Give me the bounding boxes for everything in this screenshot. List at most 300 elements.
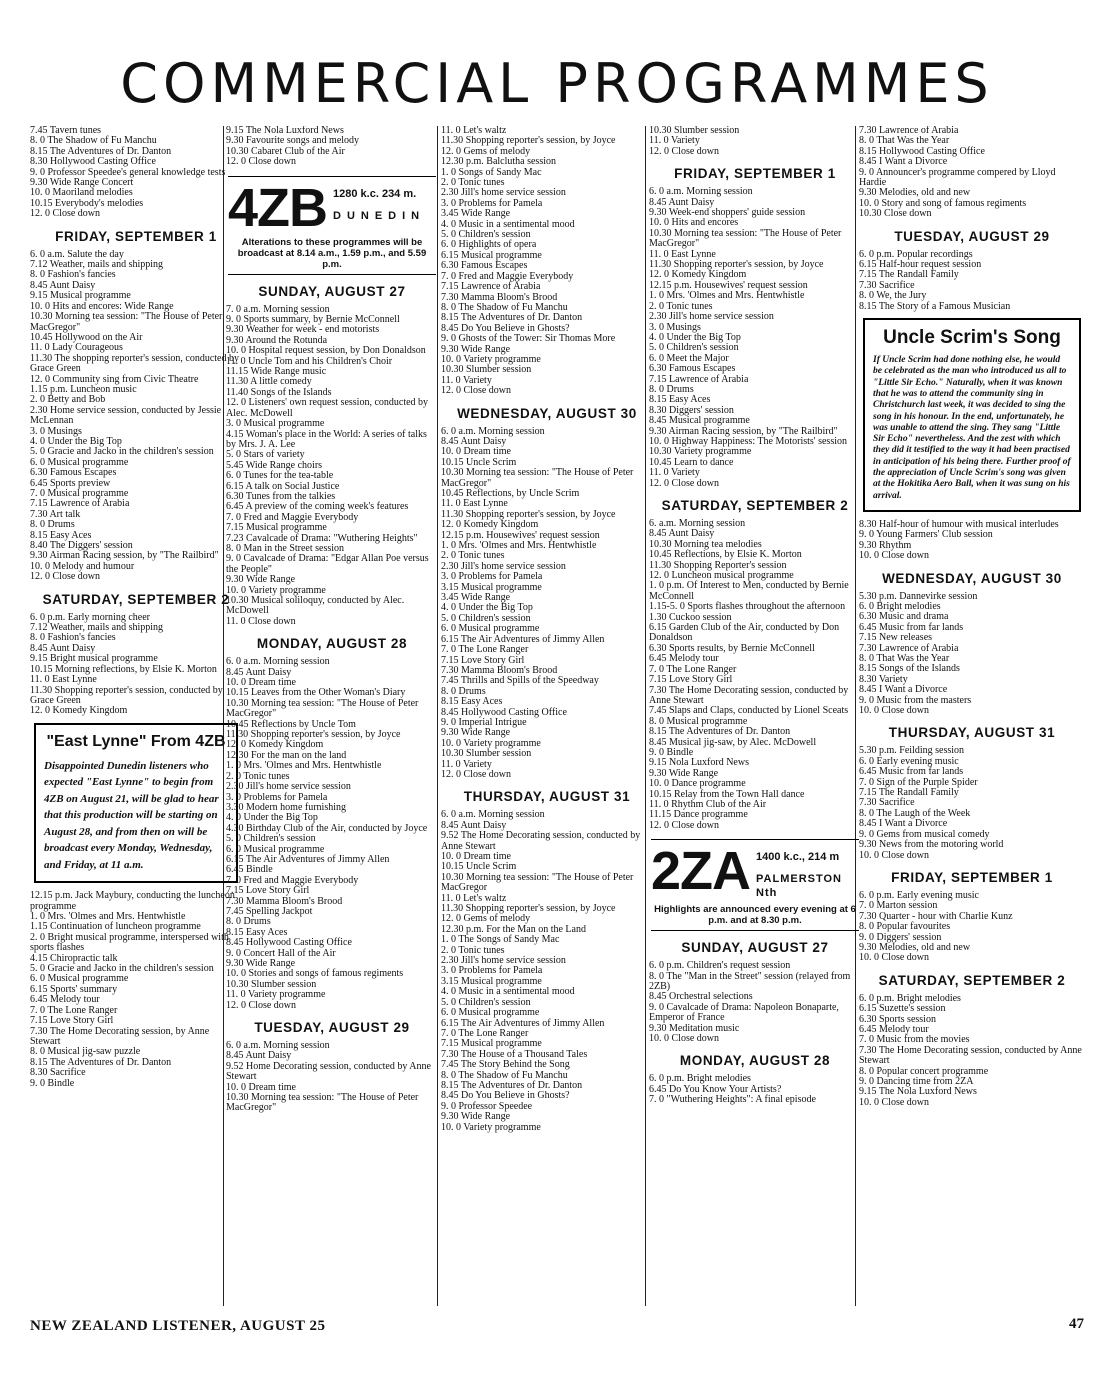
programme-listing: 10.30 Slumber session xyxy=(441,748,532,760)
programme-listing: 11. 0 Lady Courageous xyxy=(30,342,123,354)
programme-listing: 10. 0 Dance programme xyxy=(649,778,746,790)
programme-listing: 7.30 Art talk xyxy=(30,508,81,520)
programme-listing: 11.30 The shopping reporter's session, conducted by Grace Green xyxy=(30,352,239,375)
programme-listing: 7. 0 The Lone Ranger xyxy=(441,644,529,656)
programme-listing: 10.30 Morning tea session: "The House of Peter MacGregor" xyxy=(441,467,634,489)
column-2 xyxy=(226,126,438,1308)
programme-listing: 6.30 Music and drama xyxy=(859,611,949,623)
programme-listing: 12. 0 Close down xyxy=(30,571,100,583)
programme-listing: 8.45 Musical jig-saw, by Alec. McDowell xyxy=(649,736,817,748)
programme-listing: 10. 0 Close down xyxy=(859,849,929,861)
programme-listing: 7.30 Lawrence of Arabia xyxy=(859,642,959,654)
programme-listing: 9. 0 Professor Speedee xyxy=(441,1100,533,1112)
programme-listing: 5. 0 Gracie and Jacko in the children's session xyxy=(30,963,214,975)
programme-listing: 6. 0 Musical programme xyxy=(30,456,129,468)
programme-listing: 9. 0 Dancing time from 2ZA xyxy=(859,1076,974,1088)
programme-listing: 12. 0 Close down xyxy=(441,385,511,397)
programme-listing: 10.30 Variety programme xyxy=(649,446,752,458)
programme-listing: 10.15 Leaves from the Other Woman's Diary xyxy=(226,687,406,699)
programme-listing: 7. 0 The Lone Ranger xyxy=(441,1027,529,1039)
day-heading: TUESDAY, AUGUST 29 xyxy=(894,228,1050,244)
programme-listing: 1.15-5. 0 Sports flashes throughout the afternoon xyxy=(649,601,846,613)
programme-listing: 3. 0 Musings xyxy=(649,321,701,333)
column-4 xyxy=(649,126,861,1308)
programme-listing: 6.45 Melody tour xyxy=(30,994,100,1006)
programme-listing: 11.15 Wide Range music xyxy=(226,366,327,378)
programme-listing: 8.45 Hollywood Casting Office xyxy=(441,706,567,718)
programme-listing: 11.30 Shopping reporter's session, conducted by Grace Green xyxy=(30,684,223,706)
programme-listing: 10. 0 Close down xyxy=(859,952,929,964)
programme-listing: 8.15 Easy Aces xyxy=(649,394,711,406)
programme-listing: 7.45 Thrills and Spills of the Speedway xyxy=(441,675,599,687)
programme-listing: 6.45 Do You Know Your Artists? xyxy=(649,1083,782,1095)
programme-listing: 10.30 Morning tea session: "The House of Peter MacGregor" xyxy=(30,311,223,333)
listing-block xyxy=(859,126,1085,220)
programme-listing: 7.15 The Randall Family xyxy=(859,269,959,281)
station-note: Alterations to these programmes will be broadcast at 8.14 a.m., 1.59 p.m., and 5.59 p.m. xyxy=(237,236,427,270)
programme-listing: 9.15 The Nola Luxford News xyxy=(226,126,344,136)
programme-listing: 6.45 A preview of the coming week's features xyxy=(226,501,409,513)
programme-listing: 2. 0 Bright musical programme, interspersed with sports flashes xyxy=(30,931,229,954)
programme-listing: 9.30 Wide Range xyxy=(649,767,719,779)
listing-block xyxy=(859,592,1085,717)
programme-listing: 6.45 Bindle xyxy=(226,864,273,876)
programme-listing: 5. 0 Stars of variety xyxy=(226,449,305,461)
programme-listing: 10.30 Slumber session xyxy=(226,978,317,990)
programme-listing: 9.30 News from the motoring world xyxy=(859,839,1004,851)
programme-listing: 8. 0 The Shadow of Fu Manchu xyxy=(441,301,568,313)
programme-listing: 10. 0 Stories and songs of famous regiments xyxy=(226,968,404,980)
programme-listing: 7.45 Tavern tunes xyxy=(30,126,102,136)
programme-listing: 12. 0 Komedy Kingdom xyxy=(441,519,539,531)
listing-block xyxy=(226,1041,438,1114)
programme-listing: 6. 0 p.m. Children's request session xyxy=(649,960,791,972)
programme-listing: 9. 0 Concert Hall of the Air xyxy=(226,947,336,959)
programme-listing: 10.30 Slumber session xyxy=(441,364,532,376)
programme-listing: 1. 0 Mrs. 'Olmes and Mrs. Hentwhistle xyxy=(226,760,382,772)
programme-listing: 10. 0 Dream time xyxy=(441,446,511,458)
programme-listing: 6.45 Melody tour xyxy=(649,653,719,665)
programme-listing: 8.45 Aunt Daisy xyxy=(226,666,292,678)
programme-listing: 11. 0 Close down xyxy=(226,615,296,627)
programme-listing: 12.30 p.m. Balclutha session xyxy=(441,156,556,168)
programme-listing: 1. 0 Mrs. 'Olmes and Mrs. Hentwhistle xyxy=(649,290,805,302)
day-heading: SUNDAY, AUGUST 27 xyxy=(681,940,829,956)
programme-listing: 11. 0 Rhythm Club of the Air xyxy=(649,798,767,810)
programme-listing: 7. 0 Musical programme xyxy=(30,488,129,499)
programme-listing: 7.15 Lawrence of Arabia xyxy=(30,498,130,510)
programme-listing: 6. 0 a.m. Morning session xyxy=(226,656,330,668)
programme-listing: 10.30 Morning tea melodies xyxy=(649,538,762,550)
station-banner-4zb xyxy=(228,176,436,275)
programme-listing: 10. 0 Maoriland melodies xyxy=(30,187,133,199)
programme-listing: 6. 0 p.m. Early morning cheer xyxy=(30,611,150,623)
programme-listing: 10. 0 Variety programme xyxy=(441,737,541,749)
programme-listing: 9.30 Week-end shoppers' guide session xyxy=(649,207,806,219)
programme-listing: 6.15 Suzette's session xyxy=(859,1003,946,1015)
column-1 xyxy=(30,126,242,1308)
programme-listing: 10.15 Uncle Scrim xyxy=(441,861,517,873)
programme-listing: 9. 0 Announcer's programme compered by Lloyd Hardie xyxy=(859,166,1056,189)
programme-listing: 11.30 Shopping reporter's session, by Joyce xyxy=(649,259,824,271)
programme-listing: 10. 0 Highway Happiness: The Motorists' session xyxy=(649,435,847,447)
programme-listing: 7.45 Slaps and Claps, conducted by Lionel Sceats xyxy=(649,705,849,717)
programme-listing: 5.30 p.m. Dannevirke session xyxy=(859,590,978,602)
programme-listing: 6. 0 Musical programme xyxy=(441,623,540,635)
programme-listing: 3.45 Wide Range xyxy=(441,592,511,604)
column-5 xyxy=(859,126,1085,1308)
programme-listing: 11.30 Shopping reporter's session, by Joyce xyxy=(441,135,616,147)
programme-listing: 8. 0 Fashion's fancies xyxy=(30,632,116,644)
programme-listing: 11. 0 East Lynne xyxy=(30,674,97,686)
programme-listing: 10.30 Morning tea session: "The House of Peter MacGregor" xyxy=(226,1092,419,1114)
page-number: 47 xyxy=(1069,1316,1084,1332)
programme-listing: 10.30 Morning tea session: "The House of Peter MacGregor" xyxy=(226,697,419,720)
programme-listing: 9. 0 Ghosts of the Tower: Sir Thomas More xyxy=(441,333,616,345)
station-banner-2za xyxy=(651,839,859,931)
listing-block xyxy=(30,250,242,583)
programme-listing: 9. 0 Sports summary, by Bernie McConnell xyxy=(226,314,400,326)
programme-listing: 10.30 Slumber session xyxy=(649,126,740,136)
programme-listing: 2.30 Jill's home service session xyxy=(441,187,566,199)
programme-listing: 10.45 Reflections, by Uncle Scrim xyxy=(441,488,580,499)
publication-footer: NEW ZEALAND LISTENER, AUGUST 25 xyxy=(30,1318,326,1334)
day-heading: WEDNESDAY, AUGUST 30 xyxy=(882,570,1062,586)
programme-listing: 4. 0 Music in a sentimental mood xyxy=(441,218,575,230)
programme-listing: 8.45 Aunt Daisy xyxy=(30,642,96,654)
notice-body: If Uncle Scrim had done nothing else, he would be celebrated as the man who introduced us all to "Little Sir Echo." Naturally, when it was known that he was to attend the community sing in Christchurch last week, it was decided to sing the song in his honour. In the end, unfortunately, he was unable to attend the sing. They sang "Little Sir Echo" nevertheless. And the zest with which they did it testified to the way it had been practised in anticipation of his being there. Further proof of the appreciation of Uncle Scrim's song was given at the Hokitika Aero Ball, when it was sung on his arrival. xyxy=(873,355,1071,501)
programme-listing: 7. 0 Fred and Maggie Everybody xyxy=(226,874,359,886)
programme-listing: 9.15 The Nola Luxford News xyxy=(859,1086,977,1098)
programme-listing: 2. 0 Tonic tunes xyxy=(649,300,713,312)
programme-listing: 12. 0 Close down xyxy=(649,819,719,831)
programme-listing: 7.30 Quarter - hour with Charlie Kunz xyxy=(859,910,1013,922)
programme-listing: 4. 0 Under the Big Top xyxy=(30,435,122,447)
column-3 xyxy=(441,126,653,1308)
programme-listing: 7. 0 The Lone Ranger xyxy=(649,663,737,675)
programme-listing: 5. 0 Children's session xyxy=(441,996,531,1008)
programme-listing: 8.40 The Diggers' session xyxy=(30,540,133,552)
programme-listing: 10. 0 Dream time xyxy=(226,1081,296,1093)
programme-listing: 7. 0 Fred and Maggie Everybody xyxy=(226,511,359,523)
programme-listing: 6.45 Sports preview xyxy=(30,477,111,489)
programme-listing: 10. 0 Hospital request session, by Don Donaldson xyxy=(226,345,426,357)
programme-listing: 8. 0 Man in the Street session xyxy=(226,542,345,554)
programme-listing: 4. 0 Under the Big Top xyxy=(441,602,533,614)
programme-listing: 10.15 Morning reflections, by Elsie K. Morton xyxy=(30,663,217,675)
programme-listing: 8.45 Orchestral selections xyxy=(649,991,753,1003)
day-heading: FRIDAY, SEPTEMBER 1 xyxy=(55,228,217,244)
programme-listing: 8.45 Do You Believe in Ghosts? xyxy=(441,322,570,334)
listing-block xyxy=(649,1074,861,1105)
programme-listing: 1. 0 Mrs. 'Olmes and Mrs. Hentwhistle xyxy=(30,911,186,923)
programme-listing: 11.30 Shopping reporter's session, by Joyce xyxy=(226,729,401,741)
programme-listing: 6. 0 p.m. Early evening music xyxy=(859,889,979,901)
programme-listing: 3.15 Musical programme xyxy=(441,581,542,593)
programme-listing: 1.15 p.m. Luncheon music xyxy=(30,383,137,395)
programme-listing: 6.15 Garden Club of the Air, conducted by Don Donaldson xyxy=(649,622,840,644)
programme-listing: 2.30 Home service session, conducted by Jessie McLennan xyxy=(30,404,222,427)
programme-listing: 4. 0 Under the Big Top xyxy=(649,331,741,343)
programme-listing: 11.40 Songs of the Islands xyxy=(226,386,332,398)
programme-listing: 7.23 Cavalcade of Drama: "Wuthering Heights" xyxy=(226,532,418,544)
programme-listing: 6.45 Music from far lands xyxy=(859,766,964,778)
programme-listing: 9.30 Airman Racing session, by "The Railbird" xyxy=(649,425,838,437)
programme-listing: 9.30 Wide Range xyxy=(226,958,296,969)
programme-listing: 6. 0 Tunes for the tea-table xyxy=(226,470,334,482)
programme-listing: 11. 0 East Lynne xyxy=(441,498,508,510)
programme-listing: 9. 0 Imperial Intrigue xyxy=(441,716,527,728)
programme-listing: 8. 0 We, the Jury xyxy=(859,290,927,302)
uncle-scrim-notice xyxy=(863,318,1081,512)
day-heading: WEDNESDAY, AUGUST 30 xyxy=(457,405,637,421)
programme-listing: 12. 0 Listeners' own request session, conducted by Alec. McDowell xyxy=(226,397,429,419)
programme-listing: 8. 0 Musical jig-saw puzzle xyxy=(30,1046,141,1058)
station-city: PALMERSTON Nth xyxy=(756,873,843,900)
programme-listing: 8.30 Variety xyxy=(859,673,908,685)
programme-listing: 6. 0 a.m. Morning session xyxy=(441,425,545,437)
programme-listing: 9. 0 Diggers' session xyxy=(859,931,942,943)
programme-listing: 9.52 Home Decorating session, conducted by Anne Stewart xyxy=(226,1060,431,1083)
programme-listing: 6.15 Musical programme xyxy=(441,249,542,261)
programme-listing: 7.30 Mamma Bloom's Brood xyxy=(441,664,558,676)
programme-listing: 12.30 For the man on the land xyxy=(226,749,347,761)
programme-listing: 7.45 The Story Behind the Song xyxy=(441,1059,570,1071)
programme-listing: 1. 0 The Songs of Sandy Mac xyxy=(441,934,560,946)
programme-listing: 8.15 The Adventures of Dr. Danton xyxy=(649,726,791,738)
programme-listing: 12. 0 Close down xyxy=(649,477,719,489)
programme-listing: 10.45 Reflections, by Elsie K. Morton xyxy=(649,549,802,561)
notice-body: Disappointed Dunedin listeners who expected "East Lynne" to begin from 4ZB on August 21, will be glad to hear that this production will be starting on August 28, and from then on will be broadcast every Monday, Wednesday, and Friday, at 11 a.m. xyxy=(44,759,219,871)
programme-listing: 8.15 Songs of the Islands xyxy=(859,663,960,675)
programme-listing: 12. 0 Gems of melody xyxy=(441,145,531,157)
programme-listing: 6. 0 Meet the Major xyxy=(649,352,729,364)
programme-listing: 12.15 p.m. Jack Maybury, conducting the luncheon programme xyxy=(30,890,235,912)
programme-listing: 9. 0 Gems from musical comedy xyxy=(859,828,990,840)
programme-listing: 2.30 Jill's home service session xyxy=(441,955,566,967)
programme-listing: 6.15 The Air Adventures of Jimmy Allen xyxy=(441,1017,605,1029)
station-frequency: 1280 k.c. 234 m. xyxy=(333,187,417,200)
programme-listing: 10. 0 Story and song of famous regiments xyxy=(859,197,1027,209)
programme-listing: 8.45 Aunt Daisy xyxy=(649,196,715,208)
programme-listing: 10.45 Hollywood on the Air xyxy=(30,331,143,343)
programme-listing: 5. 0 Children's session xyxy=(441,229,531,241)
programme-listing: 8.45 Musical programme xyxy=(649,415,750,427)
programme-listing: 6. 0 Highlights of opera xyxy=(441,239,537,251)
programme-listing: 6.30 Famous Escapes xyxy=(441,260,528,272)
programme-listing: 4. 0 Music in a sentimental mood xyxy=(441,986,575,998)
programme-listing: 12. 0 Komedy Kingdom xyxy=(30,705,128,717)
programme-listing: 10. 0 Melody and humour xyxy=(30,560,135,572)
listing-block xyxy=(226,657,438,1011)
programme-listing: 9.30 Rhythm xyxy=(859,539,912,551)
programme-listing: 3. 0 Musical programme xyxy=(226,418,325,430)
programme-listing: 10. 0 Close down xyxy=(859,550,929,562)
listing-block xyxy=(859,520,1085,562)
programme-listing: 8. 0 Musical programme xyxy=(649,715,748,727)
programme-listing: 12. 0 Komedy Kingdom xyxy=(649,269,747,281)
programme-listing: 6. 0 p.m. Bright melodies xyxy=(859,992,961,1004)
programme-listing: 10. 0 Dream time xyxy=(226,677,296,689)
listing-block xyxy=(441,810,653,1133)
programme-listing: 10. 0 Variety programme xyxy=(441,353,541,365)
programme-listing: 6.15 Half-hour request session xyxy=(859,259,982,271)
programme-listing: 9.30 Around the Rotunda xyxy=(226,334,328,346)
programme-listing: 8.30 Sacrifice xyxy=(30,1067,86,1079)
programme-listing: 7. 0 Marton session xyxy=(859,900,938,912)
programme-listing: 9.30 Meditation music xyxy=(649,1022,740,1034)
programme-listing: 5. 0 Children's session xyxy=(649,342,739,354)
programme-listing: 9.30 Weather for week - end motorists xyxy=(226,324,380,336)
station-note: Highlights are announced every evening at 6 p.m. and at 8.30 p.m. xyxy=(654,904,856,927)
programme-listing: 9.15 Bright musical programme xyxy=(30,653,158,665)
programme-listing: 11. 0 Variety xyxy=(441,374,492,386)
programme-listing: 2. 0 Tonic tunes xyxy=(441,177,505,189)
programme-listing: 7.30 Lawrence of Arabia xyxy=(859,126,959,136)
programme-listing: 8.15 Easy Aces xyxy=(30,529,92,541)
programme-listing: 9.30 Wide Range Concert xyxy=(30,177,134,189)
programme-listing: 2. 0 Tonic tunes xyxy=(441,550,505,562)
programme-listing: 12. 0 Close down xyxy=(30,208,100,220)
programme-listing: 7.30 The Home Decorating session, conducted by Anne Stewart xyxy=(649,684,849,706)
programme-listing: 8.45 I Want a Divorce xyxy=(859,818,948,830)
programme-listing: 7.15 Love Story Girl xyxy=(441,654,525,666)
programme-listing: 10.45 Learn to dance xyxy=(649,456,734,468)
listing-block xyxy=(859,746,1085,860)
programme-listing: 11.30 Shopping reporter's session, by Joyce xyxy=(441,508,616,520)
programme-listing: 7.12 Weather, mails and shipping xyxy=(30,622,164,634)
programme-listing: 8.15 The Adventures of Dr. Danton xyxy=(30,1056,172,1068)
programme-listing: 2. 0 Tonic tunes xyxy=(441,944,505,956)
programme-listing: 3. 0 Problems for Pamela xyxy=(441,197,543,209)
programme-listing: 10.15 Relay from the Town Hall dance xyxy=(649,788,805,800)
programme-listing: 6. 0 Musical programme xyxy=(226,843,325,855)
station-callsign: 2ZA xyxy=(651,841,751,902)
programme-listing: 6. 0 Bright melodies xyxy=(859,600,941,612)
programme-listing: 10.30 Morning tea session: "The House of Peter MacGregor xyxy=(441,871,634,894)
programme-listing: 8.30 Hollywood Casting Office xyxy=(30,156,156,168)
programme-listing: 11.15 Dance programme xyxy=(649,809,748,821)
programme-listing: 6. 0 a.m. Morning session xyxy=(226,1040,330,1052)
programme-listing: 9. 0 Bindle xyxy=(649,746,694,758)
programme-listing: 1.30 Cuckoo session xyxy=(649,611,732,623)
programme-listing: 8.45 Aunt Daisy xyxy=(226,1050,292,1062)
programme-listing: 9.15 Musical programme xyxy=(30,290,131,302)
programme-listing: 7.15 The Randall Family xyxy=(859,787,959,799)
programme-listing: 7. 0 "Wuthering Heights": A final episode xyxy=(649,1094,816,1106)
day-heading: SUNDAY, AUGUST 27 xyxy=(258,283,406,299)
page-title: COMMERCIAL PROGRAMMES xyxy=(120,52,994,115)
programme-listing: 10. 0 Hits and encores xyxy=(649,217,739,229)
programme-listing: 7. 0 a.m. Morning session xyxy=(226,303,330,315)
programme-listing: 2. 0 Betty and Bob xyxy=(30,394,106,406)
programme-listing: 12.15 p.m. Housewives' request session xyxy=(649,279,808,291)
programme-listing: 8.15 The Adventures of Dr. Danton xyxy=(30,145,172,157)
listing-block xyxy=(30,126,242,220)
programme-listing: 7.45 Spelling Jackpot xyxy=(226,905,313,917)
programme-listing: 10. 0 Variety programme xyxy=(441,1121,541,1133)
programme-listing: 7.15 Love Story Girl xyxy=(226,885,310,897)
programme-listing: 6.30 Sports session xyxy=(859,1013,936,1025)
listing-block xyxy=(649,961,861,1044)
programme-listing: 8.45 Aunt Daisy xyxy=(441,819,507,831)
programme-listing: 12. 0 Close down xyxy=(226,999,296,1011)
programme-listing: 12. 0 Community sing from Civic Theatre xyxy=(30,373,199,385)
programme-listing: 3. 0 Problems for Pamela xyxy=(441,965,543,977)
listing-block xyxy=(30,613,242,717)
programme-listing: 8. 0 The Laugh of the Week xyxy=(859,807,971,819)
programme-listing: 12. 0 Close down xyxy=(226,156,296,168)
programme-listing: 10.45 Reflections by Uncle Tom xyxy=(226,718,356,730)
programme-listing: 11.30 Shopping reporter's session, by Joyce xyxy=(441,903,616,915)
programme-listing: 11. 0 Uncle Tom and his Children's Choir xyxy=(226,355,393,367)
listing-block xyxy=(226,126,438,168)
programme-listing: 7.30 Sacrifice xyxy=(859,279,915,291)
listing-block xyxy=(649,187,861,489)
programme-listing: 9. 0 Bindle xyxy=(30,1077,75,1089)
programme-listing: 1. 0 p.m. Of Interest to Men, conducted by Bernie McConnell xyxy=(649,580,849,602)
programme-listing: 9. 0 Music from the masters xyxy=(859,694,972,706)
listing-block xyxy=(859,250,1085,312)
programme-listing: 6. a.m. Morning session xyxy=(649,518,746,529)
programme-listing: 10.30 Cabaret Club of the Air xyxy=(226,145,345,157)
listing-block xyxy=(649,519,861,831)
programme-listing: 3. 0 Problems for Pamela xyxy=(441,571,543,583)
programme-listing: 11.30 A little comedy xyxy=(226,376,312,388)
station-frequency: 1400 k.c., 214 m xyxy=(756,851,840,864)
day-heading: FRIDAY, SEPTEMBER 1 xyxy=(891,869,1053,885)
programme-listing: 9.30 Favourite songs and melody xyxy=(226,135,360,147)
programme-listing: 9.30 Melodies, old and new xyxy=(859,941,971,953)
programme-listing: 8. 0 Fashion's fancies xyxy=(30,269,116,281)
programme-listing: 7.30 Sacrifice xyxy=(859,797,915,809)
programme-listing: 8. 0 Drums xyxy=(30,519,75,531)
programme-listing: 6.15 A talk on Social Justice xyxy=(226,480,340,492)
programme-listing: 9. 0 Professor Speedee's general knowledge tests xyxy=(30,166,226,178)
programme-listing: 6.15 The Air Adventures of Jimmy Allen xyxy=(226,853,390,865)
programme-listing: 10. 0 Close down xyxy=(859,705,929,717)
programme-listing: 7.15 Lawrence of Arabia xyxy=(649,373,749,385)
listing-block xyxy=(441,427,653,781)
programme-listing: 9. 0 Cavalcade of Drama: "Edgar Allan Poe versus the People" xyxy=(226,553,429,575)
programme-listing: 5. 0 Children's session xyxy=(441,612,531,624)
programme-listing: 8. 0 The Shadow of Fu Manchu xyxy=(441,1069,568,1081)
programme-listing: 10.30 Close down xyxy=(859,208,932,220)
programme-listing: 8. 0 That Was the Year xyxy=(859,135,950,147)
programme-listing: 8.15 The Story of a Famous Musician xyxy=(859,300,1011,312)
programme-listing: 4.30 Birthday Club of the Air, conducted by Joyce xyxy=(226,822,428,834)
programme-listing: 8. 0 Popular concert programme xyxy=(859,1065,989,1077)
programme-listing: 8.45 I Want a Divorce xyxy=(859,156,948,168)
day-heading: SATURDAY, SEPTEMBER 2 xyxy=(42,591,230,607)
programme-listing: 6.15 The Air Adventures of Jimmy Allen xyxy=(441,633,605,645)
programme-listing: 7.30 The Home Decorating session, conducted by Anne Stewart xyxy=(859,1044,1082,1067)
programme-listing: 12.30 p.m. For the Man on the Land xyxy=(441,923,586,935)
programme-listing: 7.15 Musical programme xyxy=(226,522,327,534)
programme-listing: 7.30 Mamma Bloom's Brood xyxy=(441,291,558,303)
programme-listing: 6.45 Music from far lands xyxy=(859,621,964,633)
programme-listing: 7. 0 The Lone Ranger xyxy=(30,1004,118,1016)
programme-listing: 6. 0 a.m. Salute the day xyxy=(30,248,124,260)
programme-listing: 7.30 The House of a Thousand Tales xyxy=(441,1048,588,1060)
programme-listing: 1. 0 Songs of Sandy Mac xyxy=(441,166,542,178)
day-heading: TUESDAY, AUGUST 29 xyxy=(254,1020,410,1036)
programme-listing: 10. 0 Close down xyxy=(649,1033,719,1045)
programme-listing: 10.15 Everybody's melodies xyxy=(30,197,144,209)
programme-listing: 6.30 Tunes from the talkies xyxy=(226,490,336,502)
programme-listing: 10. 0 Close down xyxy=(859,1096,929,1108)
programme-listing: 9. 0 Cavalcade of Drama: Napoleon Bonaparte, Emperor of France xyxy=(649,1001,839,1024)
